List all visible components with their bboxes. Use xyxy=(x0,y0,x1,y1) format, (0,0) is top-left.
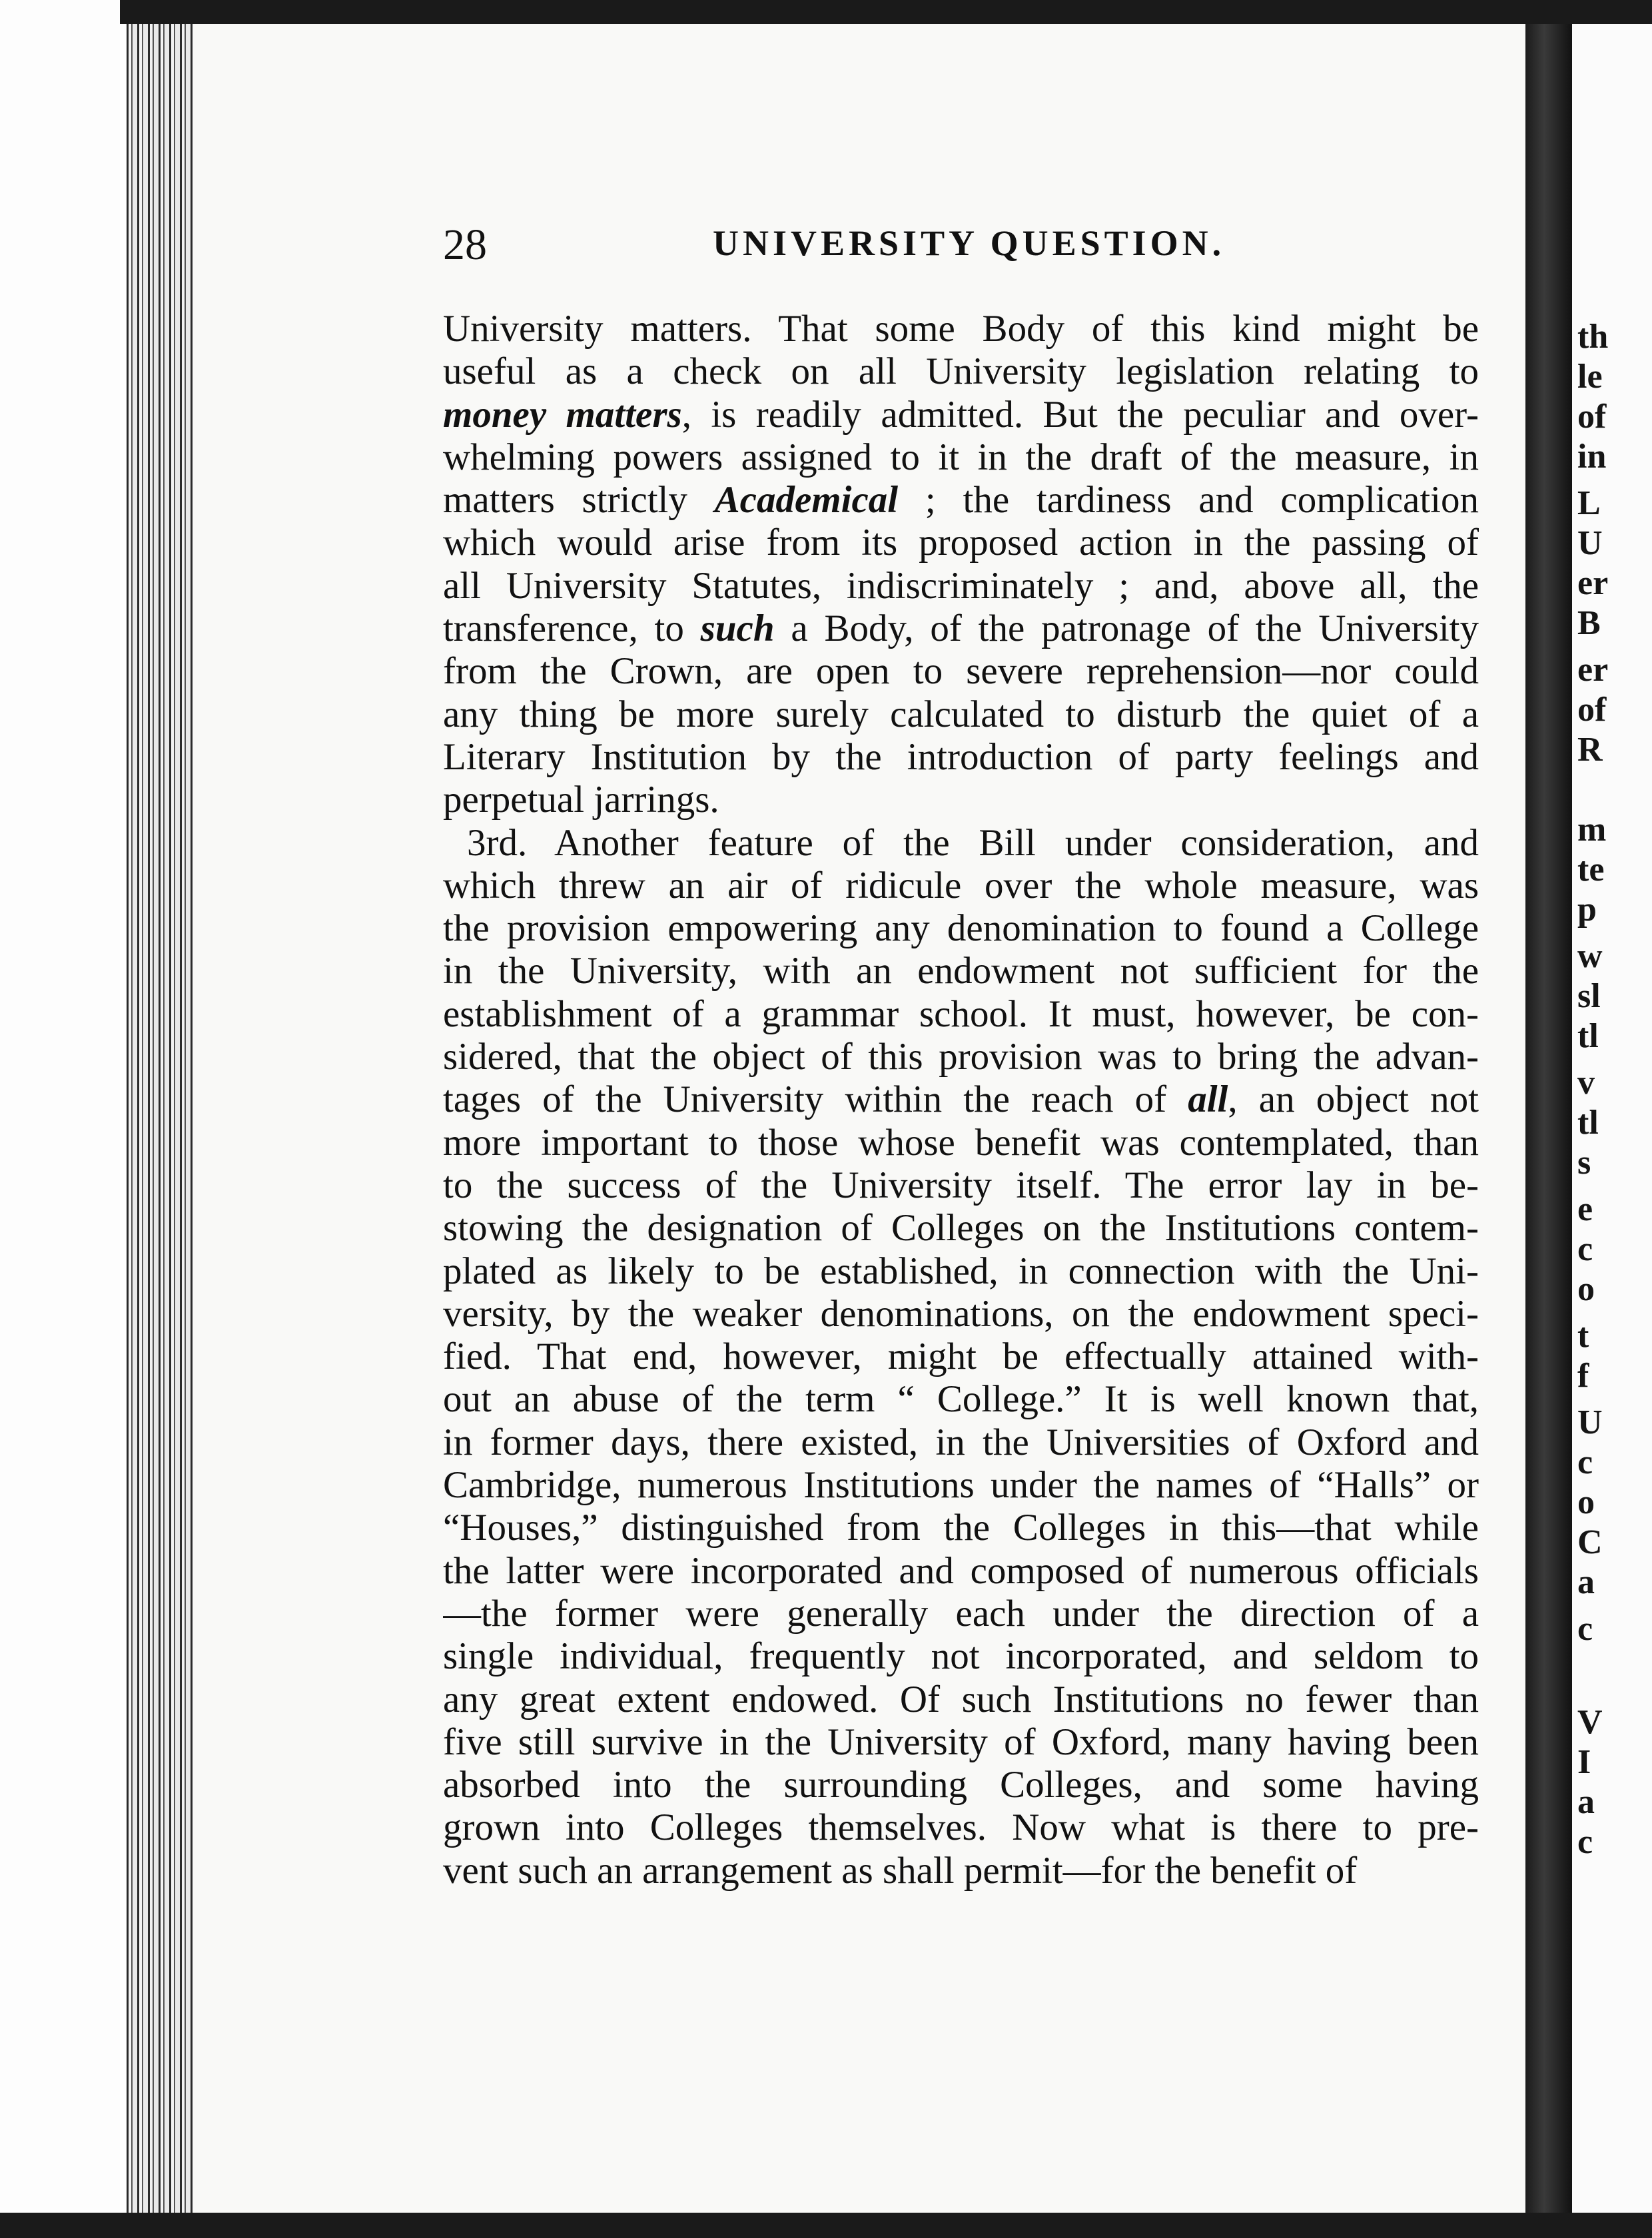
italic-emphasis: Academical xyxy=(714,479,899,522)
text-line: out an abuse of the term “ College.” It is well known that, xyxy=(443,1378,1479,1421)
text-run: ; the tardiness and complication xyxy=(898,479,1479,522)
facing-page-fragment: o xyxy=(1577,1483,1595,1521)
text-line: absorbed into the surrounding Colleges, and some having xyxy=(443,1764,1479,1806)
text-line: in the University, with an endowment not sufficient for the xyxy=(443,950,1479,992)
facing-page xyxy=(1572,24,1652,2213)
facing-page-fragment: in xyxy=(1577,438,1607,476)
facing-page-fragment: f xyxy=(1577,1357,1589,1395)
scan-bottom-border xyxy=(0,2213,1652,2238)
text-run: transference, to xyxy=(443,607,701,650)
text-line: in former days, there existed, in the Universities of Oxford and xyxy=(443,1421,1479,1463)
running-title: UNIVERSITY QUESTION. xyxy=(713,223,1226,263)
facing-page-fragment: v xyxy=(1577,1064,1595,1102)
text-line xyxy=(443,1078,1479,1121)
facing-page-fragment: s xyxy=(1577,1144,1591,1182)
text-line: sidered, that the object of this provision was to bring the advan- xyxy=(443,1036,1479,1078)
text-line: whelming powers assigned to it in the draft of the measure, in xyxy=(443,436,1479,478)
facing-page-fragment: c xyxy=(1577,1230,1593,1268)
text-run: , an object not xyxy=(1228,1078,1479,1121)
facing-page-fragment: a xyxy=(1577,1783,1595,1821)
page-edges xyxy=(127,24,193,2213)
facing-page-fragment: p xyxy=(1577,891,1597,929)
scan-top-border xyxy=(0,0,1652,24)
text-line: —the former were generally each under the direction of a xyxy=(443,1592,1479,1635)
text-line: all University Statutes, indiscriminately ; and, above all, the xyxy=(443,564,1479,607)
text-line: “Houses,” distinguished from the Colleges in this—that while xyxy=(443,1507,1479,1549)
text-line: from the Crown, are open to severe reprehension—nor could xyxy=(443,650,1479,693)
text-line: University matters. That some Body of this kind might be xyxy=(443,308,1479,350)
italic-emphasis: all xyxy=(1188,1078,1228,1121)
text-line: 3rd. Another feature of the Bill under consideration, and xyxy=(467,821,1479,864)
text-line: grown into Colleges themselves. Now what is there to pre- xyxy=(443,1806,1479,1849)
text-line: useful as a check on all University legislation relating to xyxy=(443,350,1479,393)
facing-page-fragment: U xyxy=(1577,524,1603,562)
text-line xyxy=(443,479,1479,522)
facing-page-fragment: c xyxy=(1577,1823,1593,1861)
facing-page-fragment: le xyxy=(1577,358,1603,396)
facing-page-fragment: m xyxy=(1577,811,1607,849)
text-run: a Body, of the patronage of the University xyxy=(774,607,1479,650)
text-line: which threw an air of ridicule over the whole measure, was xyxy=(443,864,1479,907)
text-line: Literary Institution by the introduction of party feelings and xyxy=(443,735,1479,778)
text-line xyxy=(443,394,1479,436)
text-line xyxy=(443,607,1479,650)
text-line: the provision empowering any denomination to found a College xyxy=(443,907,1479,950)
facing-page-fragment: C xyxy=(1577,1523,1603,1561)
text-run: tages of the University within the reach of xyxy=(443,1078,1188,1121)
italic-emphasis: money matters xyxy=(443,393,682,436)
text-line: more important to those whose benefit was contemplated, than xyxy=(443,1121,1479,1164)
facing-page-fragment: e xyxy=(1577,1190,1593,1228)
facing-page-fragment: of xyxy=(1577,691,1607,729)
text-line: stowing the designation of Colleges on the Institutions contem- xyxy=(443,1207,1479,1250)
facing-page-fragment: c xyxy=(1577,1443,1593,1481)
text-line: to the success of the University itself. The error lay in be- xyxy=(443,1164,1479,1206)
facing-page-fragment: sl xyxy=(1577,977,1601,1015)
body-text xyxy=(443,308,1479,1892)
running-head xyxy=(443,220,1465,273)
facing-page-fragment: R xyxy=(1577,731,1603,769)
facing-page-fragment: B xyxy=(1577,604,1601,642)
text-line: versity, by the weaker denominations, on the endowment speci- xyxy=(443,1292,1479,1335)
facing-page-fragment: er xyxy=(1577,564,1609,602)
page-number: 28 xyxy=(443,220,487,269)
text-line: establishment of a grammar school. It must, however, be con- xyxy=(443,992,1479,1035)
facing-page-fragment: of xyxy=(1577,398,1607,436)
facing-page-fragment: L xyxy=(1577,484,1601,522)
facing-page-fragment: tl xyxy=(1577,1017,1599,1055)
text-line: plated as likely to be established, in connection with the Uni- xyxy=(443,1250,1479,1292)
facing-page-fragment: t xyxy=(1577,1317,1589,1355)
scan-left-margin xyxy=(0,0,120,2238)
text-run: , is readily admitted. But the peculiar and over- xyxy=(681,393,1479,436)
facing-page-fragment: a xyxy=(1577,1563,1595,1601)
facing-page-fragment: w xyxy=(1577,937,1603,975)
text-line: perpetual jarrings. xyxy=(443,779,719,821)
text-line: any great extent endowed. Of such Institutions no fewer than xyxy=(443,1678,1479,1720)
text-line: five still survive in the University of Oxford, many having been xyxy=(443,1720,1479,1763)
facing-page-fragment: th xyxy=(1577,318,1609,356)
facing-page-fragment: te xyxy=(1577,851,1605,889)
text-line: single individual, frequently not incorporated, and seldom to xyxy=(443,1635,1479,1678)
text-line: which would arise from its proposed action in the passing of xyxy=(443,522,1479,564)
facing-page-fragment: er xyxy=(1577,651,1609,689)
text-line: fied. That end, however, might be effectually attained with- xyxy=(443,1335,1479,1378)
facing-page-fragment: V xyxy=(1577,1703,1603,1741)
facing-page-fragment: U xyxy=(1577,1403,1603,1441)
book-spine xyxy=(1525,24,1572,2213)
facing-page-fragment: o xyxy=(1577,1270,1595,1308)
text-run: matters strictly xyxy=(443,479,715,522)
facing-page-fragment: tl xyxy=(1577,1104,1599,1142)
text-line: vent such an arrangement as shall permit—for the benefit of xyxy=(443,1849,1358,1892)
text-line: any thing be more surely calculated to disturb the quiet of a xyxy=(443,693,1479,735)
italic-emphasis: such xyxy=(700,607,775,650)
facing-page-fragment: I xyxy=(1577,1743,1591,1781)
text-line: the latter were incorporated and composed of numerous officials xyxy=(443,1549,1479,1592)
facing-page-fragment: c xyxy=(1577,1610,1593,1648)
text-line: Cambridge, numerous Institutions under the names of “Halls” or xyxy=(443,1464,1479,1507)
